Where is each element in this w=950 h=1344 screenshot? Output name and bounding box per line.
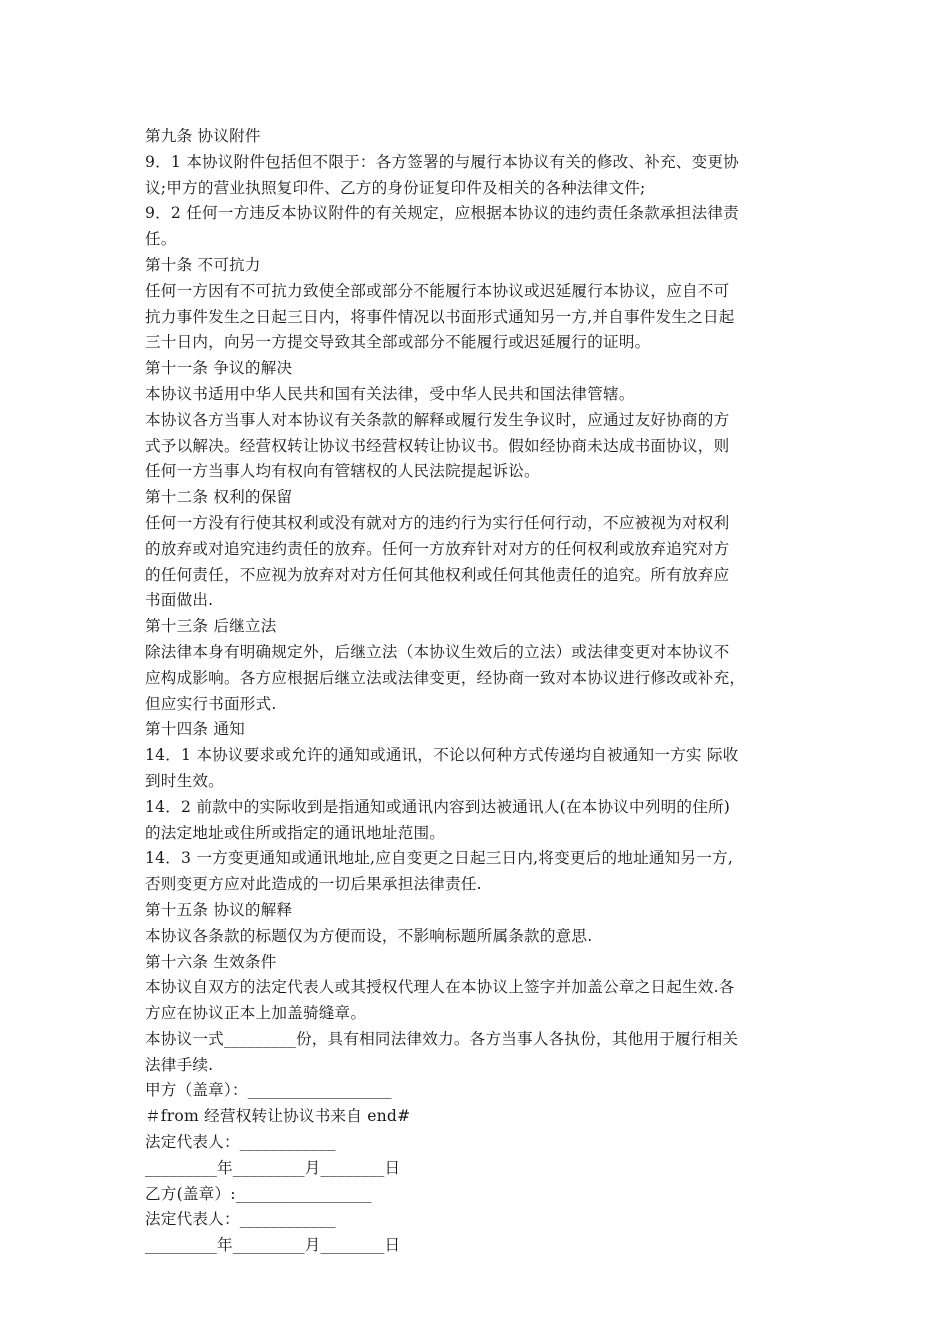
text-line: 本协议书适用中华人民共和国有关法律，受中华人民共和国法律管辖。	[145, 384, 635, 403]
text-line: 法律手续.	[145, 1055, 214, 1074]
text-line: 的任何责任，不应视为放弃对对方任何其他权利或任何其他责任的追究。所有放弃应	[145, 565, 730, 584]
text-line: 除法律本身有明确规定外，后继立法（本协议生效后的立法）或法律变更对本协议不	[145, 642, 730, 661]
text-line: 本协议各条款的标题仅为方便而设，不影响标题所属条款的意思.	[145, 926, 593, 945]
text-line: 到时生效。	[145, 771, 224, 790]
text-line: 第十二条 权利的保留	[145, 488, 293, 507]
text-line: _________年_________月________日	[145, 1158, 401, 1177]
text-line: 本协议各方当事人对本协议有关条款的解释或履行发生争议时，应通过友好协商的方	[145, 410, 730, 429]
text-line: ＃from 经营权转让协议书来自 end#	[145, 1107, 411, 1126]
text-line: 式予以解决。经营权转让协议书经营权转让协议书。假如经协商未达成书面协议，则	[145, 436, 730, 455]
document-body	[145, 124, 809, 1259]
text-line: 但应实行书面形式.	[145, 694, 277, 713]
text-line: 否则变更方应对此造成的一切后果承担法律责任.	[145, 875, 482, 894]
text-line: 的法定地址或住所或指定的通讯地址范围。	[145, 823, 446, 842]
text-line: 第九条 协议附件	[145, 127, 261, 145]
text-line: _________年_________月________日	[145, 1236, 401, 1255]
text-line: 第十四条 通知	[145, 720, 245, 739]
text-line: 任何一方当事人均有权向有管辖权的人民法院提起诉讼。	[145, 462, 540, 481]
text-line: 任。	[145, 230, 177, 249]
text-line: 任何一方没有行使其权利或没有就对方的违约行为实行任何行动，不应被视为对权利	[145, 513, 730, 532]
text-line: 14．3 一方变更通知或通讯地址,应自变更之日起三日内,将变更后的地址通知另一方,	[145, 849, 733, 868]
text-line: 9．2 任何一方违反本协议附件的有关规定，应根据本协议的违约责任条款承担法律责	[145, 204, 739, 223]
text-line: 议;甲方的营业执照复印件、乙方的身份证复印件及相关的各种法律文件;	[145, 178, 646, 197]
text-line: 的放弃或对追究违约责任的放弃。任何一方放弃针对对方的任何权利或放弃追究对方	[145, 539, 730, 558]
text-line: 抗力事件发生之日起三日内，将事件情况以书面形式通知另一方,并自事件发生之日起	[145, 307, 735, 326]
text-line: 14．2 前款中的实际收到是指通知或通讯内容到达被通讯人(在本协议中列明的住所)	[145, 797, 731, 816]
text-line: 本协议一式_________份，具有相同法律效力。各方当事人各执份，其他用于履行相关	[145, 1029, 739, 1048]
text-line: 乙方(盖章）:_________________	[145, 1184, 372, 1203]
text-line: 应构成影响。各方应根据后继立法或法律变更，经协商一致对本协议进行修改或补充，	[145, 668, 746, 687]
text-line: 第十条 不可抗力	[145, 255, 261, 274]
text-line: 书面做出.	[145, 591, 214, 610]
text-line: 14．1 本协议要求或允许的通知或通讯，不论以何种方式传递均自被通知一方实 际收	[145, 746, 739, 765]
text-line: 第十一条 争议的解决	[145, 359, 293, 378]
text-line: 第十五条 协议的解释	[145, 900, 293, 919]
text-line: 甲方（盖章）：__________________	[145, 1081, 392, 1100]
text-line: 任何一方因有不可抗力致使全部或部分不能履行本协议或迟延履行本协议，应自不可	[145, 281, 730, 300]
text-line: 第十六条 生效条件	[145, 952, 277, 971]
text-line: 法定代表人：____________	[145, 1133, 336, 1152]
text-line: 法定代表人：____________	[145, 1210, 336, 1229]
text-line: 本协议自双方的法定代表人或其授权代理人在本协议上签字并加盖公章之日起生效.各	[145, 978, 735, 997]
text-line: 9．1 本协议附件包括但不限于：各方签署的与履行本协议有关的修改、补充、变更协	[145, 152, 739, 171]
text-line: 三十日内，向另一方提交导致其全部或部分不能履行或迟延履行的证明。	[145, 333, 651, 352]
text-line: 方应在协议正本上加盖骑缝章。	[145, 1004, 367, 1023]
text-line: 第十三条 后继立法	[145, 617, 277, 636]
